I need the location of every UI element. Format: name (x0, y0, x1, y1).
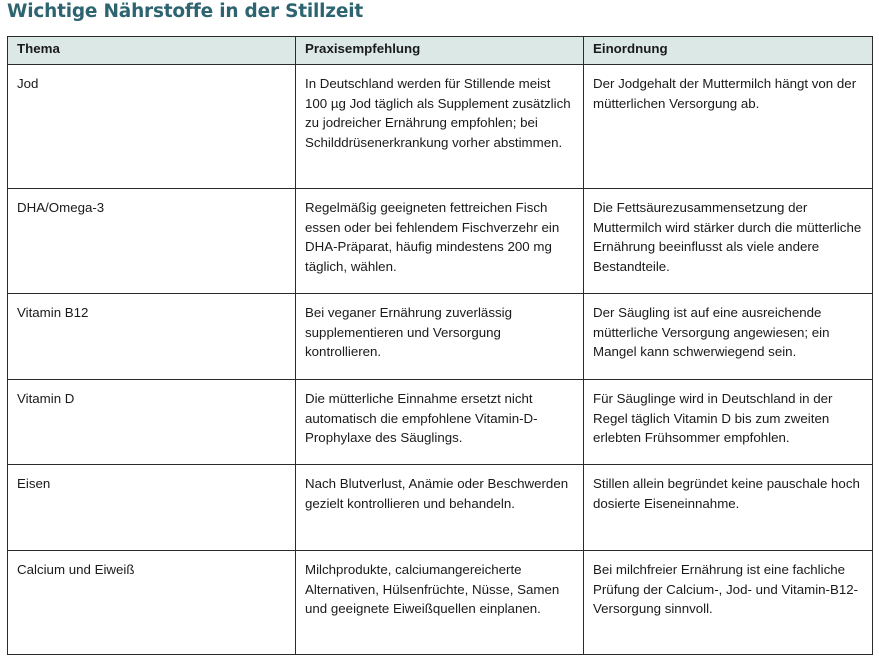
cell-praxisempfehlung: Die mütterliche Einnahme ersetzt nicht automatisch die empfohlene Vitamin-D-Prophylaxe des Säuglings. (296, 380, 584, 465)
cell-thema: Eisen (8, 465, 296, 551)
cell-einordnung: Bei milchfreier Ernährung ist eine fachliche Prüfung der Calcium-, Jod- und Vitamin-B12-Versorgung sinnvoll. (584, 551, 873, 655)
nutrient-table (7, 36, 873, 655)
column-header-einordnung: Einordnung (584, 37, 873, 65)
cell-praxisempfehlung: Bei veganer Ernährung zuverlässig supplementieren und Versorgung kontrollieren. (296, 294, 584, 380)
table-row (8, 189, 873, 294)
cell-praxisempfehlung: Nach Blutverlust, Anämie oder Beschwerden gezielt kontrollieren und behandeln. (296, 465, 584, 551)
cell-thema: Vitamin D (8, 380, 296, 465)
cell-thema: Vitamin B12 (8, 294, 296, 380)
cell-einordnung: Der Jodgehalt der Muttermilch hängt von der mütterlichen Versorgung ab. (584, 65, 873, 189)
cell-praxisempfehlung: In Deutschland werden für Stillende meist 100 µg Jod täglich als Supplement zusätzlich zu jodreicher Ernährung empfohlen; bei Schilddrüsenerkrankung vorher abstimmen. (296, 65, 584, 189)
table-row (8, 551, 873, 655)
table-row (8, 294, 873, 380)
cell-einordnung: Der Säugling ist auf eine ausreichende mütterliche Versorgung angewiesen; ein Mangel kann schwerwiegend sein. (584, 294, 873, 380)
table-row (8, 65, 873, 189)
cell-thema: DHA/Omega-3 (8, 189, 296, 294)
column-header-praxisempfehlung: Praxisempfehlung (296, 37, 584, 65)
page-title: Wichtige Nährstoffe in der Stillzeit (7, 1, 364, 22)
cell-thema: Jod (8, 65, 296, 189)
table-row (8, 380, 873, 465)
cell-praxisempfehlung: Regelmäßig geeigneten fettreichen Fisch essen oder bei fehlendem Fischverzehr ein DHA-Präparat, häufig mindestens 200 mg täglich, wählen. (296, 189, 584, 294)
table-header-row (8, 37, 873, 65)
cell-einordnung: Die Fettsäurezusammensetzung der Muttermilch wird stärker durch die mütterliche Ernährung beeinflusst als viele andere Bestandteile. (584, 189, 873, 294)
table-row (8, 465, 873, 551)
cell-einordnung: Stillen allein begründet keine pauschale hoch dosierte Eiseneinnahme. (584, 465, 873, 551)
cell-praxisempfehlung: Milchprodukte, calciumangereicherte Alternativen, Hülsenfrüchte, Nüsse, Samen und geeignete Eiweißquellen einplanen. (296, 551, 584, 655)
cell-einordnung: Für Säuglinge wird in Deutschland in der Regel täglich Vitamin D bis zum zweiten erlebten Frühsommer empfohlen. (584, 380, 873, 465)
cell-thema: Calcium und Eiweiß (8, 551, 296, 655)
column-header-thema: Thema (8, 37, 296, 65)
